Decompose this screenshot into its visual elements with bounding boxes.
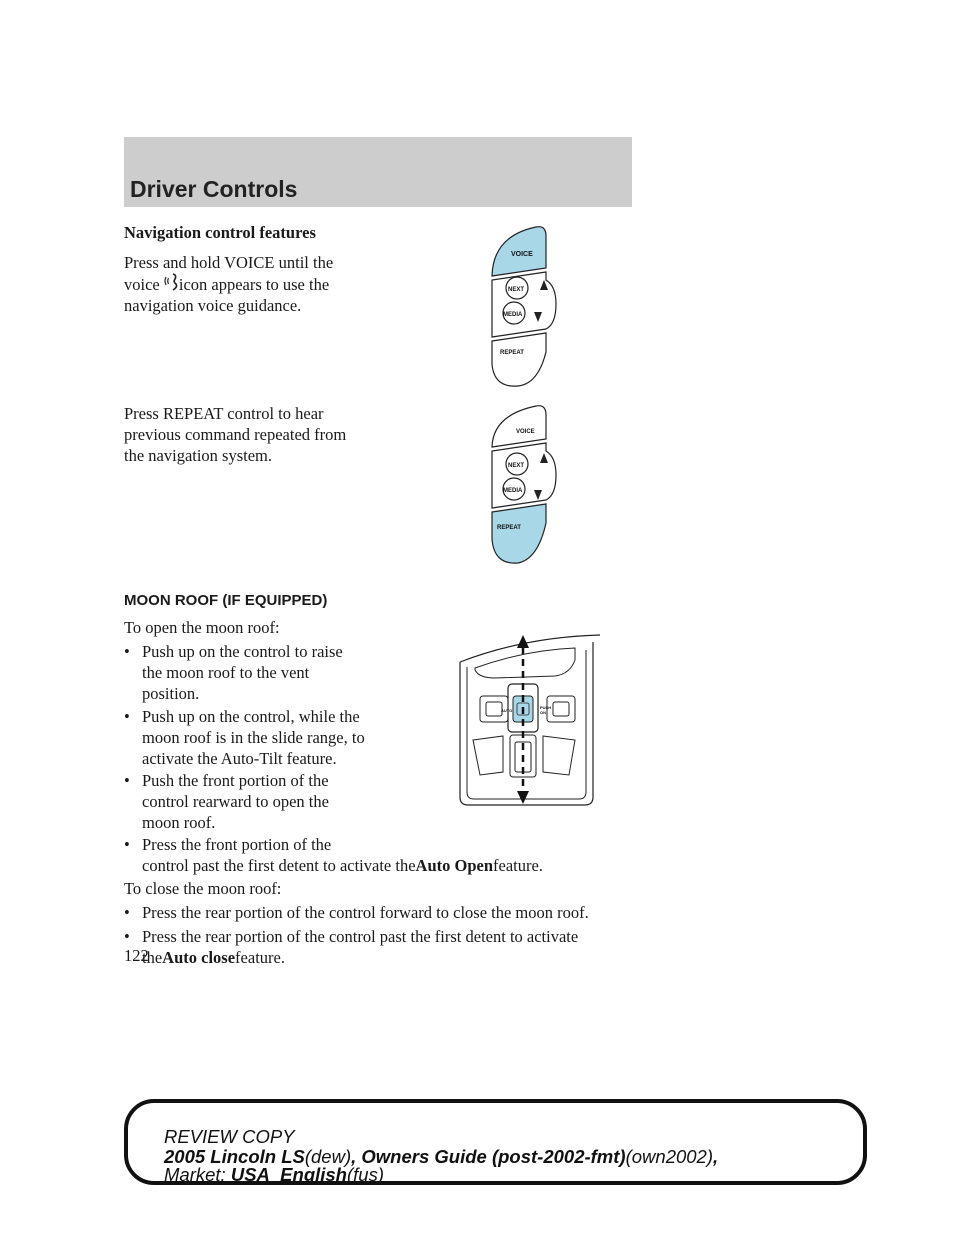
moonroof-console-figure: [455, 632, 603, 807]
next-label: NEXT: [508, 463, 525, 469]
close-intro: To close the moon roof:: [124, 879, 282, 898]
voice-icon: [164, 273, 179, 291]
review-copy: REVIEW COPY: [164, 1126, 295, 1147]
console-on-label: ON: [540, 710, 546, 715]
close-bullet-2: • Press the rear portion of the control past the first detent to activate theAuto closefeature.: [124, 927, 579, 967]
console-auto-label: AUTO: [501, 708, 513, 713]
nav-heading: Navigation control features: [124, 223, 316, 242]
auto-open-bullet: • Press the front portion of the control past the first detent to activate theAuto Openfeature.: [124, 835, 543, 875]
page-number: 122: [124, 946, 149, 965]
media-label: MEDIA: [503, 488, 523, 494]
steering-controls-repeat-figure: [478, 403, 558, 568]
steering-controls-voice-figure: [478, 224, 558, 389]
voice-paragraph: [124, 252, 424, 316]
section-title: Driver Controls: [130, 176, 298, 202]
repeat-label: REPEAT: [497, 525, 521, 531]
voice-line-2: voice icon appears to use the: [124, 275, 330, 294]
open-bullet-3: • Push the front portion of the control rearward to open the moon roof.: [124, 771, 329, 832]
next-label: NEXT: [508, 287, 525, 293]
footer-model-line: 2005 Lincoln LS(dew), Owners Guide (post-2002-fmt)(own2002),: [164, 1146, 719, 1167]
footer-market-line: Market: USA_English(fus): [164, 1164, 384, 1185]
close-bullet-1: • Press the rear portion of the control forward to close the moon roof.: [124, 903, 589, 922]
moonroof-heading: MOON ROOF (IF EQUIPPED): [124, 592, 328, 609]
voice-label: VOICE: [516, 429, 535, 435]
open-intro: To open the moon roof:: [124, 618, 280, 637]
open-bullet-2: • Push up on the control, while the moon roof is in the slide range, to activate the Auto-Tilt feature.: [124, 707, 365, 768]
open-bullet-1: • Push up on the control to raise the moon roof to the vent position.: [124, 642, 343, 703]
voice-line-1: Press and hold VOICE until the: [124, 253, 334, 272]
console-push-label: PUSH: [540, 705, 552, 710]
repeat-label: REPEAT: [500, 350, 524, 356]
auto-open-term: Auto Open: [415, 856, 494, 875]
voice-label: VOICE: [511, 251, 533, 258]
auto-close-term: Auto close: [162, 948, 236, 967]
voice-line-3: navigation voice guidance.: [124, 296, 302, 315]
repeat-paragraph: Press REPEAT control to hear previous command repeated from the navigation system.: [124, 404, 347, 465]
media-label: MEDIA: [503, 312, 523, 318]
